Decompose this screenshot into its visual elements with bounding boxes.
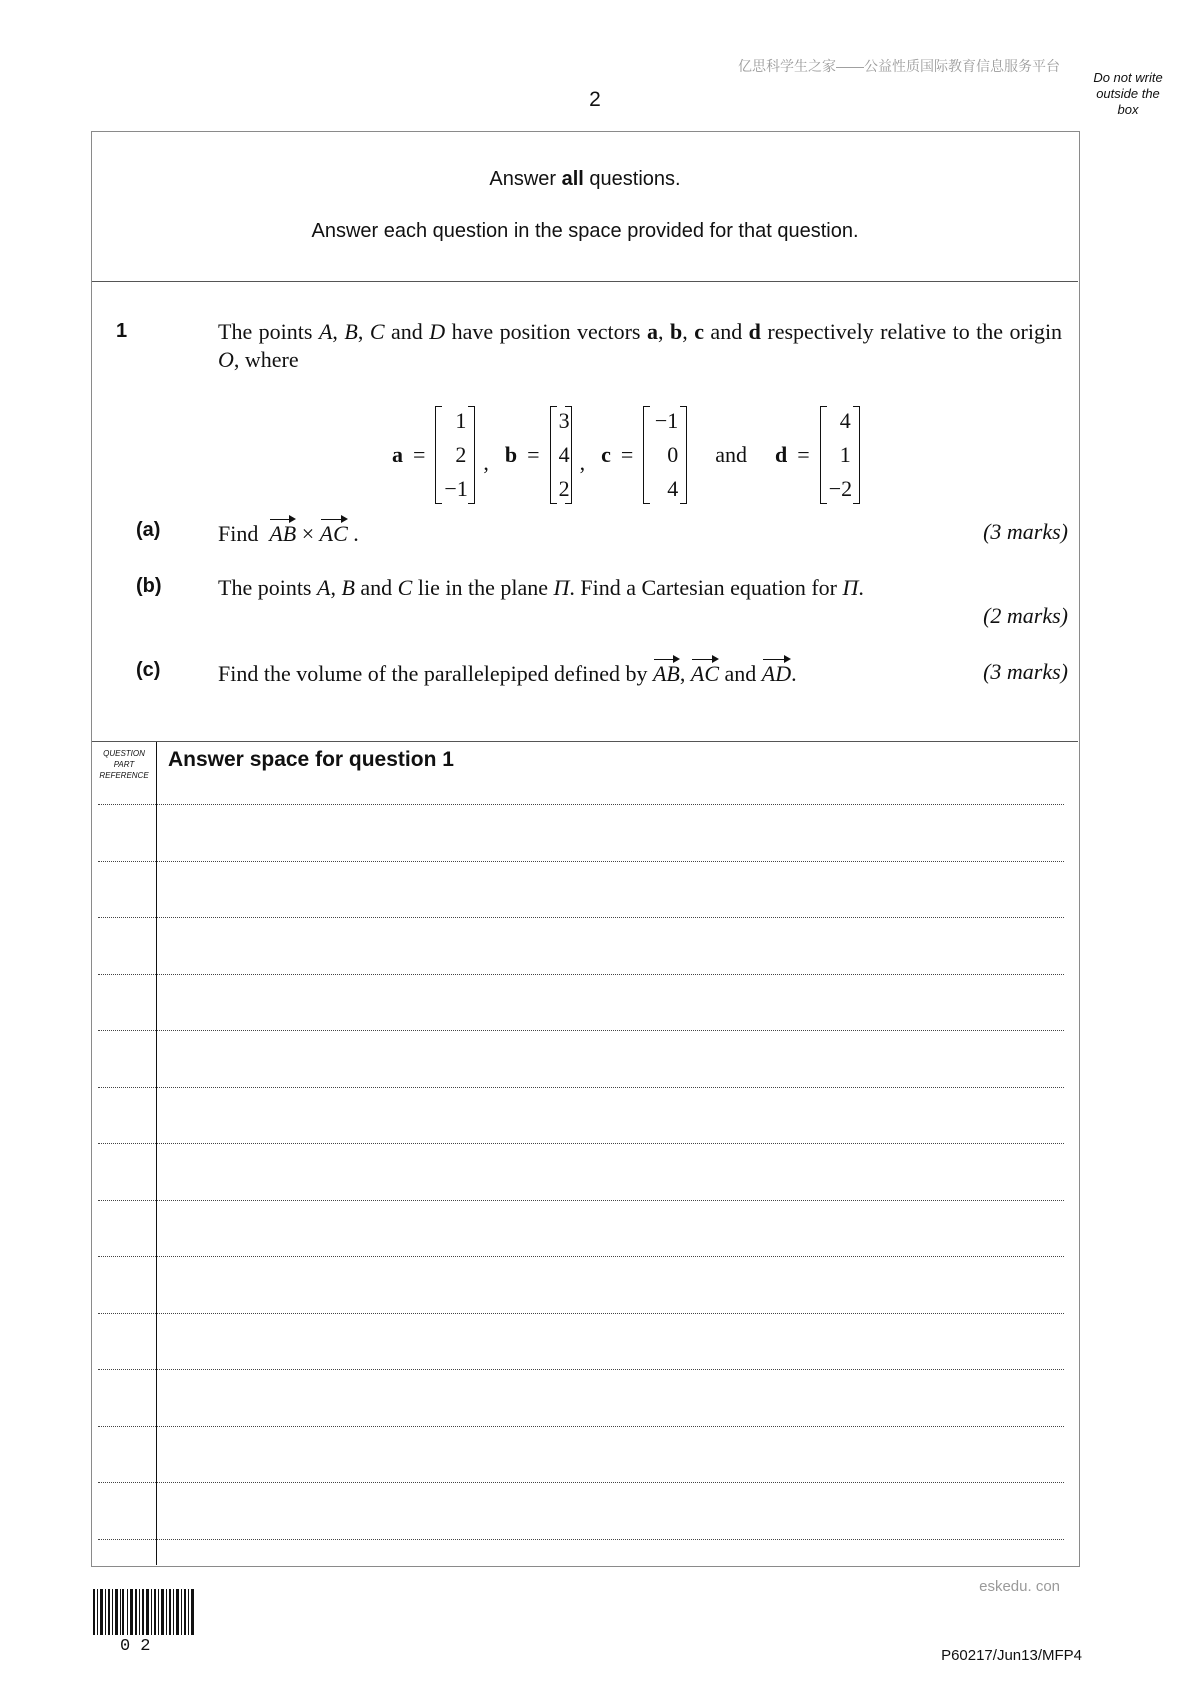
equals-sign: = [797,442,810,467]
part-c-text: Find the volume of the parallelepiped defined by AB, AC and AD. [218,661,797,686]
vector-label-c: c [601,442,611,467]
part-reference-label: QUESTION PART REFERENCE [99,749,149,780]
question-stem: The points A, B, C and D have position vectors a, b, c and d respectively relative to the origin O, where [218,319,1063,372]
part-b-marks: (2 marks) [983,603,1068,628]
answer-line[interactable] [98,1030,1064,1031]
part-c-label: (c) [136,659,161,681]
instruction-answer-space: Answer each question in the space provided for that question. [311,220,859,242]
part-a-text: Find AB × AC . [218,521,359,546]
barcode-number: 02 [120,1637,161,1656]
part-a-label: (a) [136,519,161,541]
equals-sign: = [620,442,634,467]
vector-ac-arrow: AC [690,661,719,686]
vector-ad-arrow: AD [761,661,792,686]
vector-ac-arrow: AC [319,521,348,546]
answer-line[interactable] [98,1539,1064,1540]
vector-label-b: b [504,442,518,467]
answer-line[interactable] [98,861,1064,862]
part-b-text: The points A, B and C lie in the plane Π. Find a Cartesian equation for Π. [218,575,864,600]
answer-line[interactable] [98,1200,1064,1201]
question-number: 1 [116,320,128,342]
vector-ab-arrow: AB [652,661,680,686]
comma: , [483,450,489,475]
answer-line[interactable] [98,1087,1064,1088]
answer-line[interactable] [98,804,1064,805]
vector-a-matrix [435,404,475,506]
matrix-entry: −1 [654,408,679,433]
vector-c-matrix [643,404,687,506]
matrix-entry: 4 [839,408,851,433]
vector-label-d: d [775,442,788,467]
answer-line[interactable] [98,917,1064,918]
answer-space[interactable] [92,742,1078,1565]
part-b-label: (b) [136,575,162,597]
question-frame [91,131,1080,1567]
matrix-entry: 4 [667,476,679,501]
part-c-marks: (3 marks) [983,659,1068,684]
matrix-entry: 2 [558,476,570,501]
matrix-entry: 4 [558,442,570,467]
instruction-emphasis: all [561,168,584,190]
vector-label-a: a [392,442,403,467]
and-word: and [715,442,748,467]
answer-line[interactable] [98,1313,1064,1314]
paper-reference: P60217/Jun13/MFP4 [941,1647,1082,1664]
answer-line[interactable] [98,1256,1064,1257]
equals-sign: = [527,442,540,467]
matrix-entry: 0 [667,442,679,467]
part-reference-column[interactable] [92,742,157,1565]
barcode-icon [93,1589,195,1635]
answer-line[interactable] [98,1426,1064,1427]
instruction-answer-all: Answer all questions. [489,168,681,190]
matrix-entry: 2 [455,442,467,467]
matrix-entry: 1 [455,408,467,433]
margin-note [1078,70,1178,118]
cross-symbol: × [301,521,315,546]
comma: , [579,450,586,475]
matrix-entry: 3 [558,408,570,433]
margin-note-line: box [1117,102,1139,117]
instructions-box [92,132,1078,282]
page-number: 2 [589,88,601,111]
matrix-entry: 1 [839,442,851,467]
watermark-top: 亿思科学生之家——公益性质国际教育信息服务平台 [738,58,1060,74]
watermark-bottom: eskedu. con [979,1578,1060,1595]
margin-note-line: Do not write [1093,70,1163,85]
vector-ab-arrow: AB [269,521,297,546]
vector-b-matrix [550,404,572,506]
equals-sign: = [413,442,426,467]
answer-line[interactable] [98,1143,1064,1144]
answer-space-title: Answer space for question 1 [168,748,454,771]
part-a-marks: (3 marks) [983,519,1068,544]
matrix-entry: −1 [444,476,468,501]
answer-line[interactable] [98,1369,1064,1370]
vector-d-matrix [820,404,860,506]
margin-note-line: outside the [1096,86,1160,101]
answer-line[interactable] [98,974,1064,975]
position-vectors [392,400,860,510]
question-1 [92,282,1078,742]
matrix-entry: −2 [828,476,853,501]
answer-line[interactable] [98,1482,1064,1483]
